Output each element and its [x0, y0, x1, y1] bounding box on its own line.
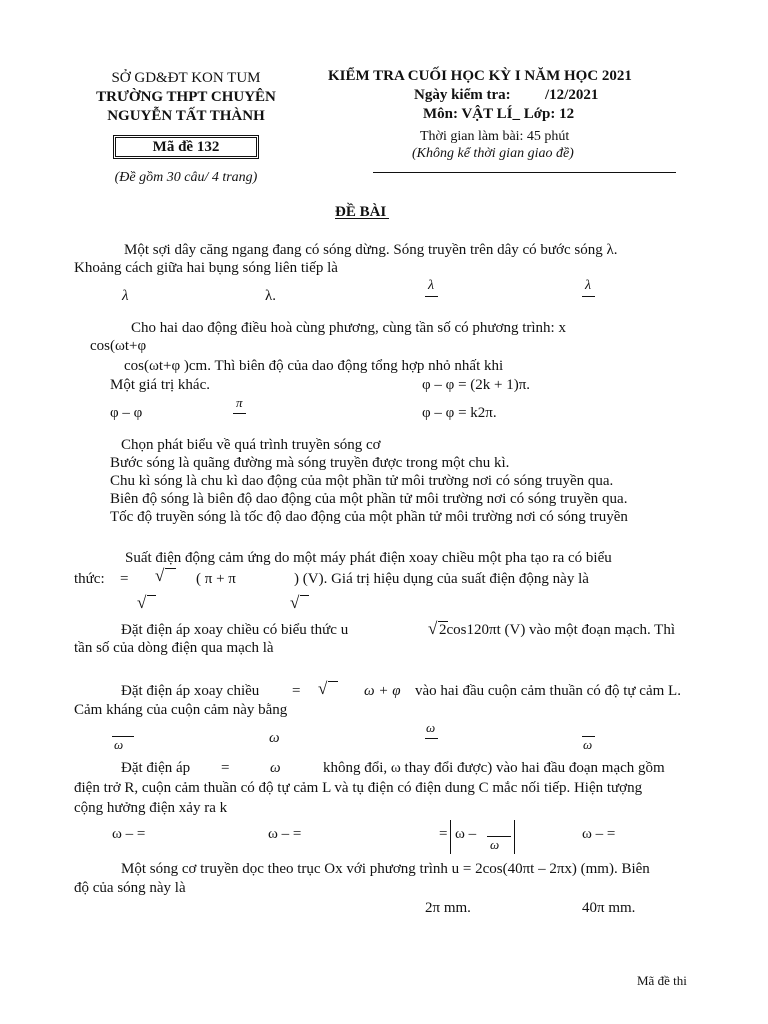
q3-answer-b: Chu kì sóng là chu kì dao động của một phần tử môi trường nơi có sóng truyền qua. [110, 473, 614, 489]
q4-stem-tail: ) (V). Giá trị hiệu dụng của suất điện động này là [294, 571, 589, 587]
q6-answer-c-num: ω [426, 720, 436, 735]
q6-stem-tail: vào hai đầu cuộn cảm thuần có độ tự cảm L. [415, 683, 681, 699]
exam-title: KIỂM TRA CUỐI HỌC KỲ I NĂM HỌC 2021 [328, 68, 632, 84]
q7-answer-b: ω – = [268, 826, 302, 842]
q7-answer-a: ω – = [112, 826, 146, 842]
q4-stem-line1: Suất điện động cảm ứng do một máy phát điện xoay chiều một pha tạo ra có biểu [125, 550, 612, 566]
q2-answer-b: φ – φ = (2k + 1)π. [422, 377, 531, 393]
q5-stem-line2: tần số của dòng điện qua mạch là [74, 640, 274, 656]
q1-stem-line2: Khoảng cách giữa hai bụng sóng liên tiếp là [74, 260, 338, 276]
exam-duration: Thời gian làm bài: 45 phút [420, 129, 570, 144]
q6-answer-a-den: ω [114, 737, 124, 752]
q6-stem-mid: ω + φ [364, 683, 401, 699]
q2-answer-d: φ – φ = k2π. [422, 405, 497, 421]
q1-answer-a: λ [122, 288, 129, 304]
q1-answer-c: λ [428, 278, 435, 293]
header-rule [373, 172, 676, 173]
q1-answer-c-fraction-bar [425, 296, 438, 297]
q4-sqrt-overline [165, 568, 176, 569]
q7-stem-equals: = [221, 760, 230, 776]
q8-stem-line1: Một sóng cơ truyền dọc theo trục Ox với phương trình u = 2cos(40πt – 2πx) (mm). Biên [121, 861, 650, 877]
q8-answer-c: 2π mm. [425, 900, 471, 916]
q7-answer-c-abs-left [450, 820, 451, 854]
q8-stem-line2: độ của sóng này là [74, 880, 186, 896]
q7-stem-line1-a: Đặt điện áp [121, 760, 191, 776]
q6-sqrt-icon: √ [318, 679, 328, 698]
q4-stem-equals: = [120, 571, 129, 587]
q1-answer-d-fraction-bar [582, 296, 595, 297]
q7-answer-c-abs-right [514, 820, 515, 854]
q4-answer-sqrt-icon-2: √ [290, 593, 300, 612]
q4-stem-paren: ( π + π [196, 571, 236, 587]
q7-stem-line3: cộng hưởng điện xảy ra k [74, 800, 228, 816]
q4-sqrt-icon: √ [155, 566, 165, 585]
q7-stem-line2: điện trở R, cuộn cảm thuần có độ tự cảm L và tụ điện có điện dung C mắc nối tiếp. Hiện tượng [74, 780, 643, 796]
q5-stem-line1-a: Đặt điện áp xoay chiều có biểu thức u [121, 622, 349, 638]
q2-answer-c-fraction-num: π [236, 395, 243, 410]
school-name-line2: NGUYỄN TẤT THÀNH [107, 108, 265, 124]
q6-answer-c-fraction-bar [425, 738, 438, 739]
footer-exam-code-label: Mã đề thi [637, 973, 687, 988]
q4-answer-sqrt-icon: √ [137, 593, 147, 612]
section-title-underline [335, 218, 389, 219]
q3-answer-d: Tốc độ truyền sóng là tốc độ dao động của một phần tử môi trường nơi có sóng truyền [110, 509, 628, 525]
q6-stem-line2: Cảm kháng của cuộn cảm này bằng [74, 702, 288, 718]
q8-answer-d: 40π mm. [582, 900, 636, 916]
q4-stem-label: thức: [74, 571, 105, 587]
q7-stem-omega: ω [270, 760, 281, 776]
exam-note: (Đề gồm 30 câu/ 4 trang) [114, 170, 258, 185]
q3-answer-c: Biên độ sóng là biên độ dao động của một phần tử môi trường nơi có sóng truyền qua. [110, 491, 628, 507]
q2-answer-c-fraction-bar [233, 413, 246, 414]
q6-answer-b: ω [269, 730, 280, 746]
q7-answer-c-den: ω [490, 837, 500, 852]
q3-stem: Chọn phát biểu về quá trình truyền sóng cơ [121, 437, 381, 453]
q3-answer-a: Bước sóng là quãng đường mà sóng truyền được trong một chu kì. [110, 455, 510, 471]
q5-stem-line1-b: 2cos120πt (V) vào một đoạn mạch. Thì [439, 622, 676, 638]
q1-answer-b: λ. [265, 288, 277, 304]
q7-stem-line1-tail: không đổi, ω thay đổi được) vào hai đầu đoạn mạch gồm [323, 760, 665, 776]
q1-stem-line1: Một sợi dây căng ngang đang có sóng dừng. Sóng truyền trên dây có bước sóng λ. [124, 242, 618, 258]
exam-date-label: Ngày kiểm tra: [414, 87, 511, 103]
q6-stem-equals: = [292, 683, 301, 699]
q7-answer-c-equals: = [439, 826, 448, 842]
q2-stem-line1: Cho hai dao động điều hoà cùng phương, cùng tần số có phương trình: x [131, 320, 566, 336]
q7-answer-c-inner: ω – [455, 826, 477, 842]
q4-answer-sqrt-overline-2 [300, 595, 309, 596]
department-name: SỞ GD&ĐT KON TUM [111, 70, 261, 86]
q2-stem-line2: cos(ωt+φ [90, 338, 147, 354]
exam-date-value: /12/2021 [545, 87, 599, 103]
q2-stem-line3: cos(ωt+φ )cm. Thì biên độ của dao động tổng hợp nhỏ nhất khi [124, 358, 504, 374]
q7-answer-d: ω – = [582, 826, 616, 842]
q6-stem-line1-a: Đặt điện áp xoay chiều [121, 683, 260, 699]
q5-sqrt-icon: √ [428, 619, 438, 638]
section-title: ĐỀ BÀI [335, 204, 387, 220]
q4-answer-sqrt-overline [147, 595, 156, 596]
exam-code: Mã đề 132 [152, 139, 220, 155]
school-name-line1: TRƯỜNG THPT CHUYÊN [96, 89, 276, 105]
q6-sqrt-overline [328, 681, 338, 682]
exam-subject: Môn: VẬT LÍ_ Lớp: 12 [423, 106, 575, 122]
q2-answer-a: Một giá trị khác. [110, 377, 210, 393]
q1-answer-d: λ [585, 278, 592, 293]
exam-duration-note: (Không kể thời gian giao đề) [412, 146, 574, 161]
q2-answer-c: φ – φ [110, 405, 143, 421]
q6-answer-d-den: ω [583, 737, 593, 752]
